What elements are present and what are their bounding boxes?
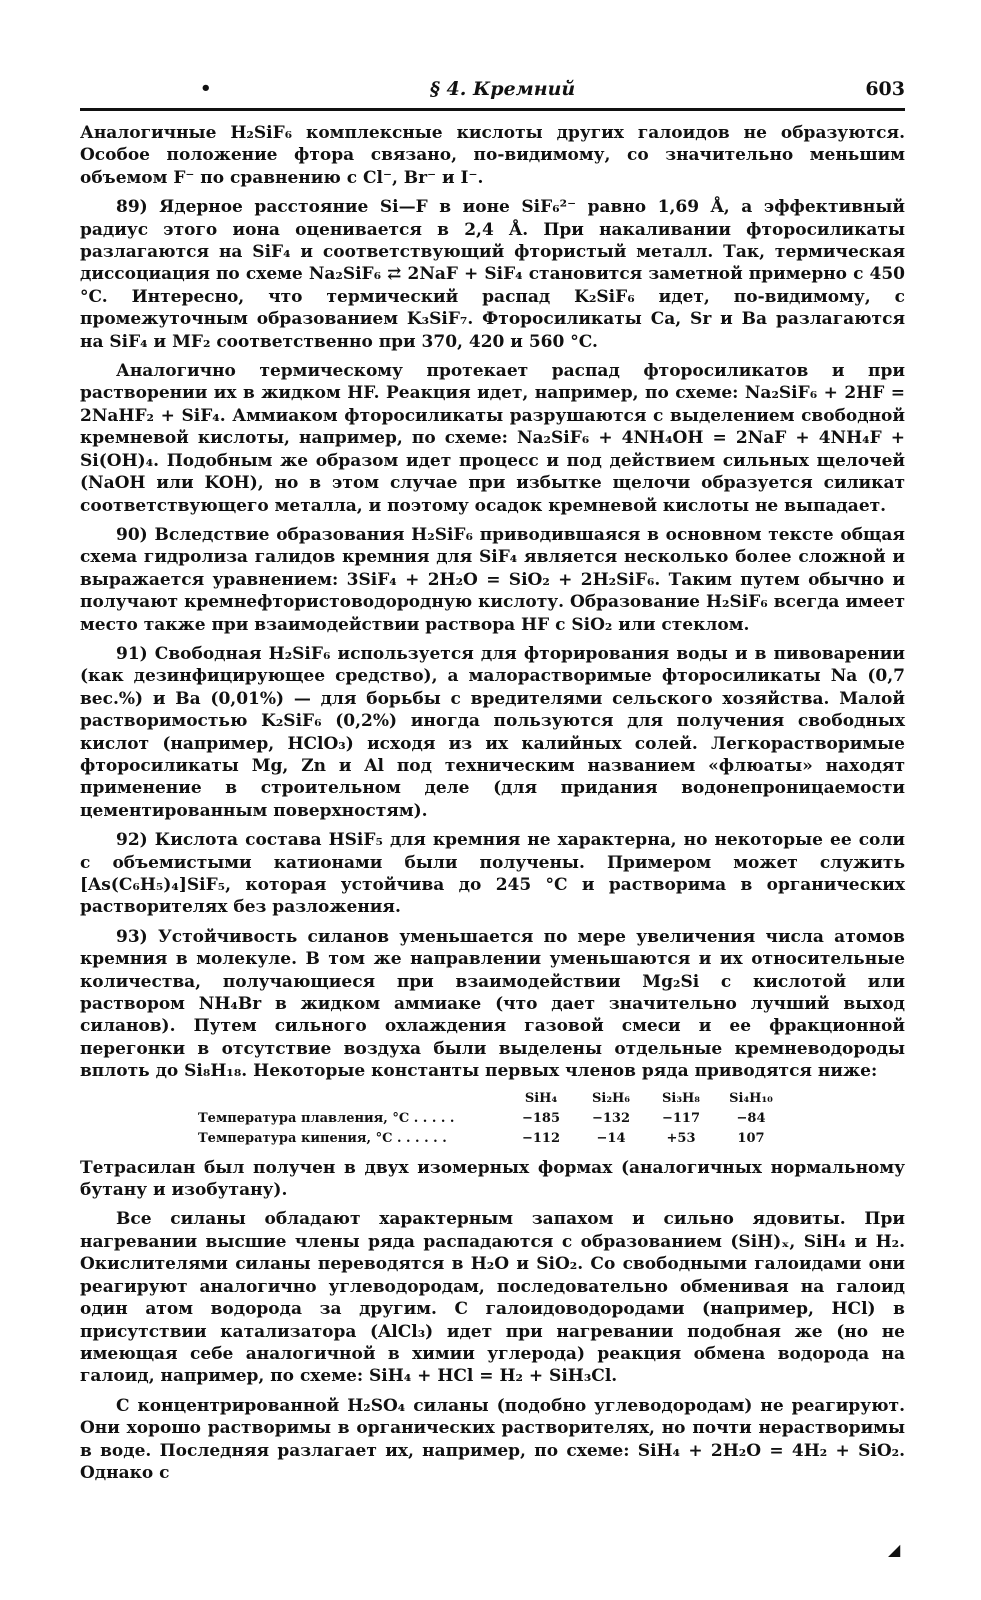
table-cell: 107 xyxy=(737,1130,765,1146)
page-body xyxy=(80,122,905,1484)
table-cell: −84 xyxy=(736,1110,766,1126)
paragraph-1: Аналогичные H₂SiF₆ комплексные кислоты других галоидов не образуются. Особое положение фтора связано, по-видимому, со значительно меньшим объемом F⁻ по сравнению с Cl⁻, Br⁻ и I⁻. xyxy=(80,123,905,188)
table-col-header: Si₄H₁₀ xyxy=(729,1090,773,1106)
table-cell: −14 xyxy=(596,1130,626,1146)
table-cell: −185 xyxy=(521,1110,561,1126)
paragraph-tetrasilane: Тетрасилан был получен в двух изомерных формах (аналогичных нормальному бутану и изобутану). xyxy=(80,1157,905,1201)
header-rule xyxy=(80,108,905,111)
paragraph-note-93: 93) Устойчивость силанов уменьшается по мере увеличения числа атомов кремния в молекуле. В том же направлении уменьшаются и их относительные количества, получающиеся при взаимодействии Mg₂Si с кислотой или раствором NH₄Br в жидком аммиаке (что дает значительно лучший выход силанов). Путем сильного охлаждения газовой смеси и ее фракционной перегонки в отсутствие воздуха были выделены отдельные кремневодороды вплоть до Si₈H₁₈. Некоторые константы первых членов ряда приводятся ниже: xyxy=(80,926,905,1082)
section-title: § 4. Кремний xyxy=(430,78,576,100)
table-row xyxy=(190,1109,786,1129)
table-col-header: Si₃H₈ xyxy=(662,1090,700,1106)
paragraph-note-92: 92) Кислота состава HSiF₅ для кремния не характерна, но некоторые ее соли с объемистыми катионами были получены. Примером может служить [As(C₆H₅)₄]SiF₅, которая устойчива до 245 °C и растворима в органических растворителях без разложения. xyxy=(80,830,905,918)
table-cell: −132 xyxy=(591,1110,631,1126)
table-header-row xyxy=(190,1089,786,1109)
row-label: Температура кипения, °C . . . . . . xyxy=(198,1130,447,1146)
paragraph-note-89: 89) Ядерное расстояние Si—F в ионе SiF₆²⁻ равно 1,69 Å, а эффективный радиус этого иона оценивается в 2,4 Å. При накаливании фторосиликаты разлагаются на SiF₄ и соответствующий фтористый металл. Так, термическая диссоциация по схеме Na₂SiF₆ ⇄ 2NaF + SiF₄ становится заметной примерно с 450 °C. Интересно, что термический распад K₂SiF₆ идет, по-видимому, с промежуточным образованием K₃SiF₇. Фторосиликаты Ca, Sr и Ba разлагаются на SiF₄ и MF₂ соответственно при 370, 420 и 560 °C. xyxy=(80,197,905,352)
table-cell: +53 xyxy=(666,1130,696,1146)
silane-constants-table xyxy=(190,1089,786,1149)
page-number: 603 xyxy=(865,78,905,100)
table-cell: −112 xyxy=(521,1130,561,1146)
table-row xyxy=(190,1129,786,1149)
table-col-header: SiH₄ xyxy=(524,1090,558,1106)
table-col-header: Si₂H₆ xyxy=(592,1090,630,1106)
row-label: Температура плавления, °C . . . . . xyxy=(198,1110,455,1126)
corner-mark: ◢ xyxy=(888,1540,901,1559)
paragraph-silanes-properties: Все силаны обладают характерным запахом и сильно ядовиты. При нагревании высшие члены ряда распадаются с образованием (SiH)ₓ, SiH₄ и H₂. Окислителями силаны переводятся в H₂O и SiO₂. Со свободными галоидами они реагируют аналогично углеводородам, последовательно обменивая на галоид один атом водорода за другим. С галоидоводородами (например, HCl) в присутствии катализатора (AlCl₃) идет при нагревании подобная же (но не имеющая себе аналогичной в химии углерода) реакция обмена водорода на галоид, например, по схеме: SiH₄ + HCl = H₂ + SiH₃Cl. xyxy=(80,1209,905,1387)
running-header xyxy=(80,78,905,104)
paragraph-note-91: 91) Свободная H₂SiF₆ используется для фторирования воды и в пивоварении (как дезинфицирующее средство), а малорастворимые фторосиликаты Na (0,7 вес.%) и Ba (0,01%) — для борьбы с вредителями сельского хозяйства. Малой растворимостью K₂SiF₆ (0,2%) иногда пользуются для получения свободных кислот (например, HClO₃) исходя из их калийных солей. Легкорастворимые фторосиликаты Mg, Zn и Al под техническим названием «флюаты» находят применение в строительном деле (для придания водонепроницаемости цементированным поверхностям). xyxy=(80,643,905,821)
header-dot: • xyxy=(200,78,212,99)
table-corner xyxy=(190,1089,506,1109)
table-cell: −117 xyxy=(661,1110,701,1126)
paragraph-3: Аналогично термическому протекает распад фторосиликатов и при растворении их в жидком HF. Реакция идет, например, по схеме: Na₂SiF₆ + 2HF = 2NaHF₂ + SiF₄. Аммиаком фторосиликаты разрушаются с выделением свободной кремневой кислоты, например, по схеме: Na₂SiF₆ + 4NH₄OH = 2NaF + 4NH₄F + Si(OH)₄. Подобным же образом идет процесс и под действием сильных щелочей (NaOH или KOH), но в этом случае при избытке щелочи образуется силикат соответствующего металла, и поэтому осадок кремневой кислоты не выпадает. xyxy=(80,361,905,516)
paragraph-note-90: 90) Вследствие образования H₂SiF₆ приводившаяся в основном тексте общая схема гидролиза галидов кремния для SiF₄ является несколько более сложной и выражается уравнением: 3SiF₄ + 2H₂O = SiO₂ + 2H₂SiF₆. Таким путем обычно и получают кремнефтористоводородную кислоту. Образование H₂SiF₆ всегда имеет место также при взаимодействии раствора HF с SiO₂ или стеклом. xyxy=(80,524,905,635)
paragraph-silanes-sulfuric: С концентрированной H₂SO₄ силаны (подобно углеводородам) не реагируют. Они хорошо растворимы в органических растворителях, но почти нерастворимы в воде. Последняя разлагает их, например, по схеме: SiH₄ + 2H₂O = 4H₂ + SiO₂. Однако с xyxy=(80,1395,905,1483)
